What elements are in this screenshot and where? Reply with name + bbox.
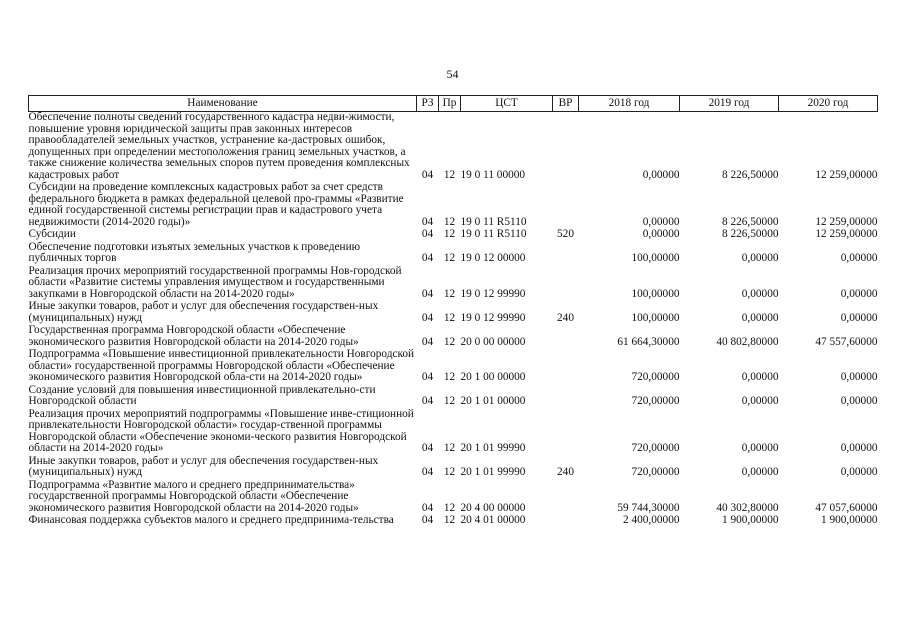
row-pr: 12 [443,514,456,526]
row-2018: 100,00000 [631,287,680,300]
row-cst: 19 0 11 R5110 [460,228,527,240]
row-rz: 04 [421,466,434,478]
table-row [29,409,878,456]
row-2018: 0,00000 [642,215,680,228]
row-pr: 12 [443,335,456,348]
table-row [29,229,878,242]
row-pr: 12 [443,371,456,383]
table-row [29,515,878,528]
row-vr [553,409,579,456]
row-2020: 12 259,00000 [815,228,878,240]
row-2019: 0,00000 [741,311,779,324]
row-2019: 8 226,50000 [722,168,779,181]
row-name: Субсидии на проведение комплексных кадастровых работ за счет средств федерального бюджета в рамках федеральной целевой про-граммы «Развитие единой государственной системы регистрации прав и кадастрового учета недвижимости (2014-2020 годы)» [28,181,404,228]
header-cst: ЦСТ [461,96,553,112]
row-rz: 04 [421,501,434,514]
table-row [29,242,878,266]
row-2020: 0,00000 [840,252,878,264]
row-2019: 40 802,80000 [716,335,779,348]
row-2018: 0,00000 [642,168,680,181]
page-number: 54 [446,67,459,81]
row-name: Субсидии [28,228,76,240]
row-name: Иные закупки товаров, работ и услуг для обеспечения государствен-ных (муниципальных) нужд [28,454,379,478]
row-vr [553,325,579,349]
table-row [29,112,878,183]
row-name: Финансовая поддержка субъектов малого и среднего предпринима-тельства [28,514,394,526]
row-2018: 720,00000 [631,371,680,383]
row-vr: 240 [557,466,574,478]
row-rz: 04 [421,311,434,324]
table-row [29,349,878,385]
budget-table [28,95,878,528]
table-row [29,182,878,229]
table-row [29,456,878,480]
row-rz: 04 [421,371,434,383]
row-vr: 520 [557,228,574,240]
row-vr [553,112,579,183]
row-pr: 12 [443,501,456,514]
table-row [29,385,878,409]
row-cst: 20 4 01 00000 [460,514,526,526]
row-2020: 0,00000 [840,371,878,383]
table-row [29,301,878,325]
row-2019: 40 302,80000 [716,501,779,514]
row-pr: 12 [443,395,456,407]
row-rz: 04 [421,168,434,181]
row-2018: 720,00000 [631,395,680,407]
row-2020: 0,00000 [840,442,878,454]
table-row [29,266,878,302]
row-2019: 0,00000 [741,442,779,454]
row-2018: 61 664,30000 [617,335,680,348]
row-cst: 19 0 12 99990 [460,287,526,300]
row-cst: 19 0 12 00000 [460,252,526,264]
table-header-row [29,96,878,112]
row-name: Иные закупки товаров, работ и услуг для обеспечения государствен-ных (муниципальных) нужд [28,300,379,324]
row-cst: 19 0 11 R5110 [460,215,527,228]
row-name: Обеспечение подготовки изъятых земельных участков к проведению публичных торгов [28,240,361,264]
row-pr: 12 [443,228,456,240]
row-pr: 12 [443,442,456,454]
row-pr: 12 [443,466,456,478]
row-rz: 04 [421,252,434,264]
row-rz: 04 [421,395,434,407]
row-2020: 1 900,00000 [821,514,878,526]
row-2020: 47 057,60000 [815,501,878,514]
row-2019: 1 900,00000 [722,514,779,526]
row-2020: 0,00000 [840,466,878,478]
row-2020: 47 557,60000 [815,335,878,348]
row-2019: 8 226,50000 [722,215,779,228]
row-rz: 04 [421,442,434,454]
header-name: Наименование [29,96,417,112]
row-name: Подпрограмма «Развитие малого и среднего предпринимательства» государственной программы Новгородской области «Обеспечение экономического развития Новгородской области на 2014-2020 годы» [28,478,359,514]
row-pr: 12 [443,287,456,300]
row-cst: 20 1 01 99990 [460,466,526,478]
row-vr [553,480,579,516]
row-pr: 12 [443,215,456,228]
row-cst: 20 1 00 00000 [460,371,526,383]
row-2019: 8 226,50000 [722,228,779,240]
row-rz: 04 [421,514,434,526]
row-cst: 20 4 00 00000 [460,501,526,514]
row-2019: 0,00000 [741,466,779,478]
row-vr: 240 [557,311,574,324]
row-rz: 04 [421,335,434,348]
row-2018: 100,00000 [631,311,680,324]
row-2018: 0,00000 [642,228,680,240]
row-name: Обеспечение полноты сведений государственного кадастра недви-жимости, повышение уровня юридической защиты прав законных интересов правообладателей земельных участков, устранение ка-дастровых ошибок, допущенных при определении местоположения границ земельных участков, а также снижение количества земельных споров путем проведения комплексных кадастровых работ [28,111,410,181]
row-vr [553,182,579,229]
row-2020: 0,00000 [840,287,878,300]
row-cst: 20 1 01 99990 [460,442,526,454]
row-rz: 04 [421,215,434,228]
row-2018: 2 400,00000 [623,514,680,526]
row-pr: 12 [443,168,456,181]
row-vr [553,515,579,528]
row-rz: 04 [421,287,434,300]
header-vr: ВР [553,96,579,112]
header-2019: 2019 год [680,96,779,112]
row-2018: 59 744,30000 [617,501,680,514]
header-2018: 2018 год [579,96,680,112]
header-pr: Пр [439,96,461,112]
row-2020: 0,00000 [840,311,878,324]
table-row [29,325,878,349]
row-cst: 19 0 11 00000 [460,168,526,181]
row-name: Государственная программа Новгородской области «Обеспечение экономического развития Новгородской области на 2014-2020 годы» [28,324,359,348]
row-vr [553,242,579,266]
row-vr [553,266,579,302]
row-2019: 0,00000 [741,287,779,300]
row-name: Подпрограмма «Повышение инвестиционной привлекательности Новгородской области» государственной программы Новгородской области «Обеспечение экономического развития Новгородской обла-сти на 2014-2020 годы» [28,348,415,383]
row-cst: 19 0 12 99990 [460,311,526,324]
row-name: Реализация прочих мероприятий государственной программы Нов-городской области «Развитие системы управления имуществом и государственными закупками в Новгородской области на 2014-2020 годы» [28,264,402,300]
header-2020: 2020 год [779,96,878,112]
row-2019: 0,00000 [741,395,779,407]
row-name: Создание условий для повышения инвестиционной привлекательно-сти Новгородской области [28,383,376,407]
row-2018: 720,00000 [631,466,680,478]
row-vr [553,349,579,385]
row-2020: 12 259,00000 [815,215,878,228]
row-cst: 20 0 00 00000 [460,335,526,348]
header-rz: РЗ [417,96,439,112]
row-2019: 0,00000 [741,252,779,264]
row-cst: 20 1 01 00000 [460,395,526,407]
row-2019: 0,00000 [741,371,779,383]
row-name: Реализация прочих мероприятий подпрограммы «Повышение инве-стиционной привлекательности Новгородской области» государ-ственной программы Новгородской области «Обеспечение экономи-ческого развития Новгородской области на 2014-2020 годы» [28,407,414,454]
row-2018: 100,00000 [631,252,680,264]
table-row [29,480,878,516]
row-vr [553,385,579,409]
row-pr: 12 [443,311,456,324]
row-2020: 12 259,00000 [815,168,878,181]
row-2018: 720,00000 [631,442,680,454]
row-rz: 04 [421,228,434,240]
row-pr: 12 [443,252,456,264]
row-2020: 0,00000 [840,395,878,407]
